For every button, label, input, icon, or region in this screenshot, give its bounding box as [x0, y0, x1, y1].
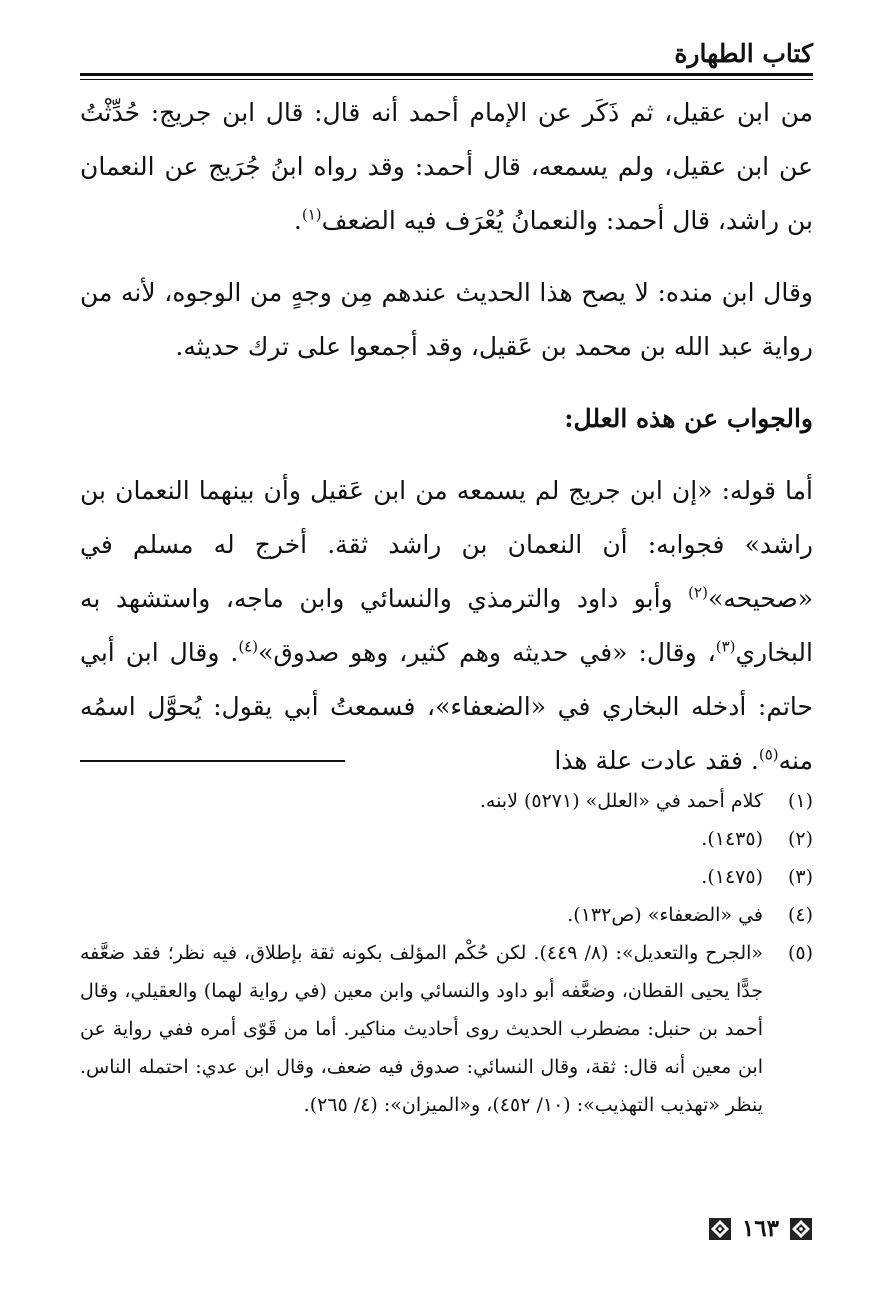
footnote-separator [80, 760, 345, 762]
paragraph-1-text: من ابن عقيل، ثم ذَكَر عن الإمام أحمد أنه قال: قال ابن جريج: حُدِّثْتُ عن ابن عقيل، ولم يسمعه، قال أحمد: وقد رواه ابنُ جُرَيج عن النعمان بن راشد، قال أحمد: والنعمانُ يُعْرَف فيه الضعف [80, 98, 813, 235]
footnote-text: كلام أحمد في «العلل» (٥٢٧١) لابنه. [479, 790, 763, 812]
page-footer [708, 1213, 813, 1245]
page-number: ١٦٣ [741, 1215, 779, 1242]
footnote-item [80, 934, 813, 1124]
paragraph-3-text-d: . وقال ابن أبي حاتم: أدخله البخاري في «الضعفاء»، فسمعتُ أبي يقول: يُحوَّل اسمُه منه [80, 638, 813, 775]
section-heading: والجواب عن هذه العلل: [564, 404, 813, 433]
running-header [80, 38, 813, 74]
footnote-number: (٥) [787, 942, 813, 964]
footnote-item [80, 820, 813, 858]
ornament-icon [708, 1217, 732, 1241]
footnote-ref-4: (٤) [238, 637, 259, 656]
footnote-number: (٢) [787, 828, 813, 850]
header-rule-thick [80, 73, 813, 76]
footnote-item [80, 858, 813, 896]
footnote-item [80, 782, 813, 820]
footnote-ref-1: (١) [301, 205, 322, 224]
footnote-item [80, 896, 813, 934]
footnote-number: (٤) [787, 904, 813, 926]
paragraph-3-text-b: وأبو داود والترمذي والنسائي وابن ماجه، واستشهد به البخاري [80, 584, 813, 667]
footnote-text: «الجرح والتعديل»: (٨/ ٤٤٩). لكن حُكْم المؤلف بكونه ثقة بإطلاق، فيه نظر؛ فقد ضعَّفه جدًّا يحيى القطان، وضعَّفه أبو داود والنسائي وابن معين (في رواية لهما) والعقيلي، وقال أحمد بن حنبل: مضطرب الحديث روى أحاديث مناكير. أما من قَوّى أمره ففي رواية عن ابن معين أنه قال: ثقة، وقال النسائي: صدوق فيه ضعف، وقال ابن عدي: احتمله الناس. ينظر «تهذيب التهذيب»: (١٠/ ٤٥٢)، و«الميزان»: (٤/ ٢٦٥). [80, 942, 764, 1116]
paragraph-3-text-c: ، وقال: «في حديثه وهم كثير، وهو صدوق» [258, 638, 716, 667]
paragraph-1 [80, 86, 813, 248]
footnote-ref-3: (٣) [715, 637, 736, 656]
paragraph-3 [80, 464, 813, 788]
header-rule-thin [80, 79, 813, 80]
paragraph-3-text-e: . فقد عادت علة هذا [554, 746, 759, 775]
footnote-ref-5: (٥) [758, 745, 779, 764]
footnote-text: في «الضعفاء» (ص١٣٢). [567, 904, 763, 926]
footnote-number: (١) [787, 790, 813, 812]
footnotes [80, 782, 813, 1124]
footnote-number: (٣) [787, 866, 813, 888]
footnote-text: (١٤٣٥). [701, 828, 763, 850]
ornament-icon [789, 1217, 813, 1241]
header-title: كتاب الطهارة [674, 39, 813, 68]
paragraph-2: وقال ابن منده: لا يصح هذا الحديث عندهم مِن وجهٍ من الوجوه، لأنه من رواية عبد الله بن محمد بن عَقيل، وقد أجمعوا على ترك حديثه. [80, 278, 813, 361]
footnote-text: (١٤٧٥). [701, 866, 763, 888]
paragraph-3-text-a: أما قوله: «إن ابن جريج لم يسمعه من ابن عَقيل وأن بينهما النعمان بن راشد» فجوابه: أن النعمان بن راشد ثقة. أخرج له مسلم في «صحيحه» [80, 476, 813, 613]
main-text [80, 86, 813, 788]
paragraph-1-end: . [293, 206, 302, 235]
footnote-ref-2: (٢) [688, 583, 708, 602]
